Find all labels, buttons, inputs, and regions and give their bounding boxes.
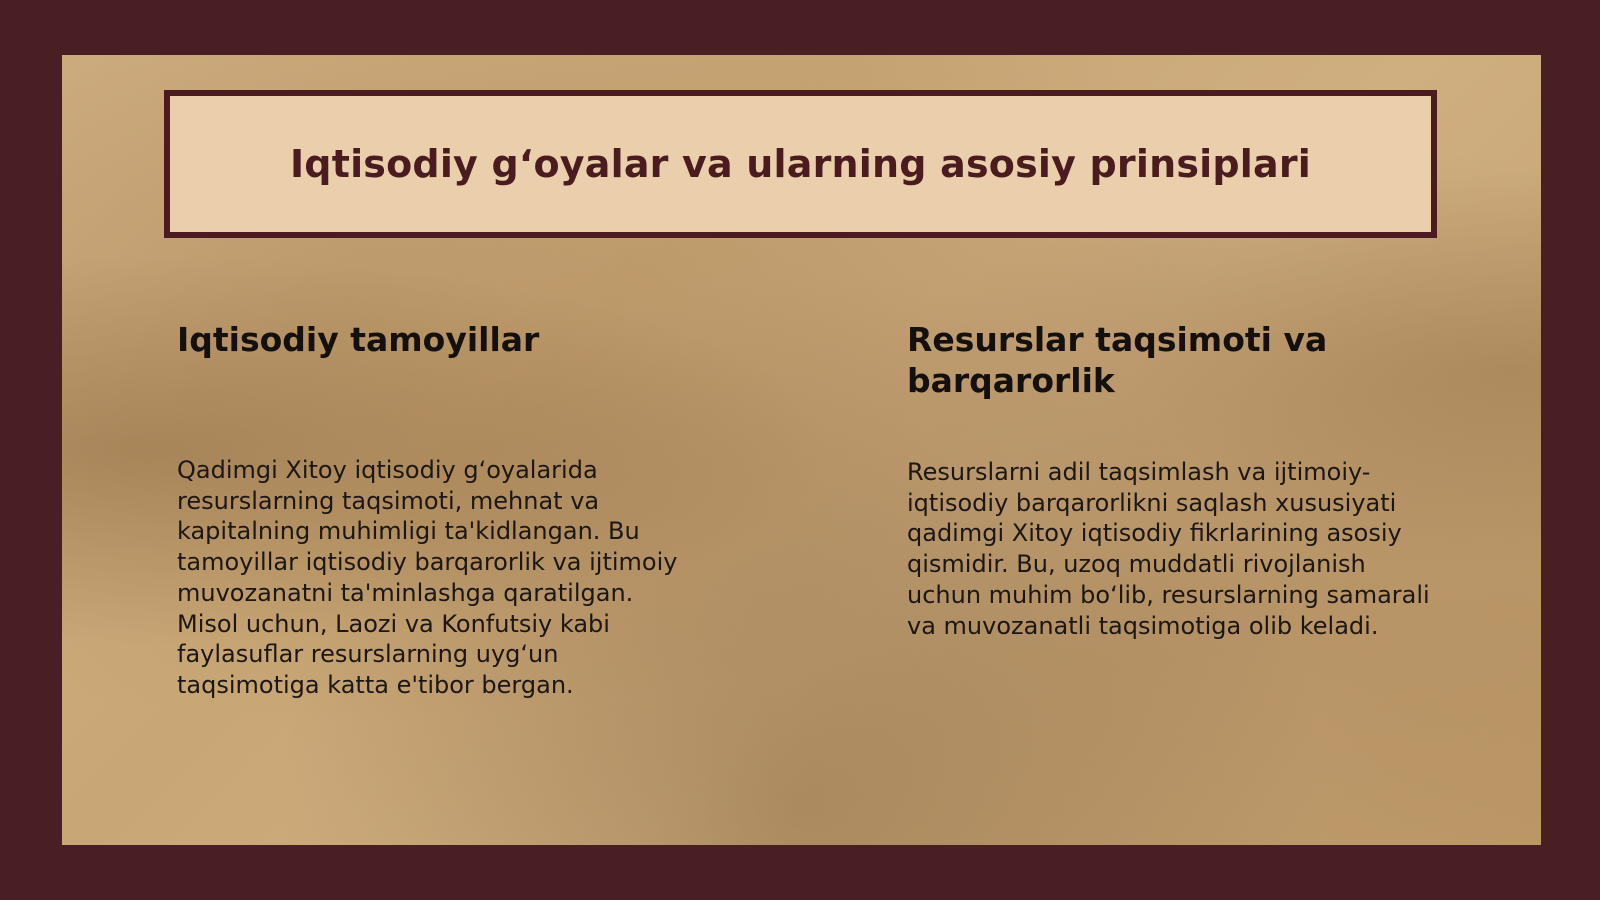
title-box bbox=[164, 90, 1437, 238]
slide-paper bbox=[62, 55, 1541, 845]
left-column-body: Qadimgi Xitoy iqtisodiy g‘oyalarida resurslarning taqsimoti, mehnat va kapitalning muhimligi ta'kidlangan. Bu tamoyillar iqtisodiy barqarorlik va ijtimoiy muvozanatni ta'minlashga qaratilgan. Misol uchun, Laozi va Konfutsiy kabi faylasuflar resurslarning uyg‘un taqsimotiga katta e'tibor bergan. bbox=[177, 456, 678, 699]
right-column-body: Resurslarni adil taqsimlash va ijtimoiy-iqtisodiy barqarorlikni saqlash xususiyati qadimgi Xitoy iqtisodiy fikrlarining asosiy qismidir. Bu, uzoq muddatli rivojlanish uchun muhim bo‘lib, resurslarning samarali va muvozanatli taqsimotiga olib keladi. bbox=[907, 458, 1430, 640]
left-column-heading: Iqtisodiy tamoyillar bbox=[177, 320, 540, 359]
right-column-heading: Resurslar taqsimoti va barqarorlik bbox=[907, 320, 1328, 400]
slide-title: Iqtisodiy g‘oyalar va ularning asosiy prinsiplari bbox=[289, 142, 1312, 186]
